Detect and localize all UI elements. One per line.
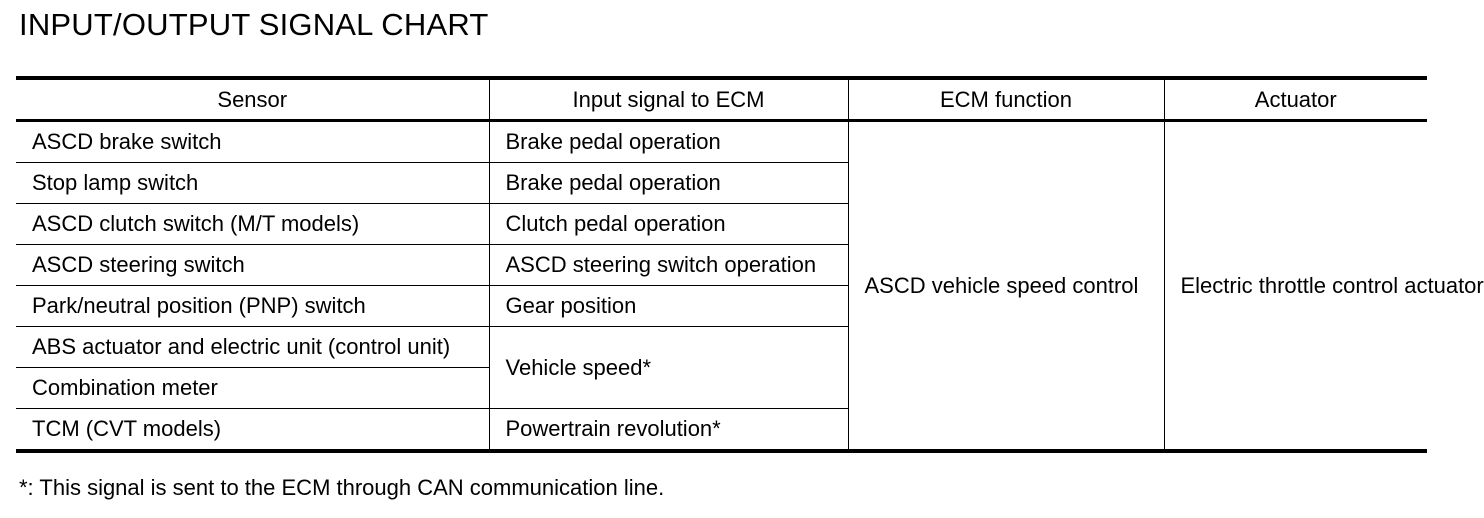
input-signal-cell: Clutch pedal operation [489,204,848,245]
table-header-row [16,78,1427,121]
ecm-function-cell: ASCD vehicle speed control [848,121,1164,452]
actuator-cell: Electric throttle control actuator [1164,121,1427,452]
sensor-cell: ABS actuator and electric unit (control unit) [16,327,489,368]
input-signal-cell: Gear position [489,286,848,327]
sensor-cell: Combination meter [16,368,489,409]
io-signal-table [16,76,1484,453]
sensor-cell: ASCD clutch switch (M/T models) [16,204,489,245]
header-ecm-function: ECM function [848,78,1164,121]
input-signal-cell: Brake pedal operation [489,121,848,163]
sensor-cell: ASCD brake switch [16,121,489,163]
sensor-cell: TCM (CVT models) [16,409,489,452]
header-sensor: Sensor [16,78,489,121]
table-row [16,121,1427,163]
sensor-cell: Stop lamp switch [16,163,489,204]
input-signal-cell: Powertrain revolution* [489,409,848,452]
header-input-signal: Input signal to ECM [489,78,848,121]
footnote: *: This signal is sent to the ECM through CAN communication line. [19,475,665,500]
input-signal-cell: Brake pedal operation [489,163,848,204]
input-signal-cell: ASCD steering switch operation [489,245,848,286]
sensor-cell: Park/neutral position (PNP) switch [16,286,489,327]
sensor-cell: ASCD steering switch [16,245,489,286]
page-title: INPUT/OUTPUT SIGNAL CHART [19,7,489,42]
input-signal-cell: Vehicle speed* [489,327,848,409]
header-actuator: Actuator [1164,78,1427,121]
